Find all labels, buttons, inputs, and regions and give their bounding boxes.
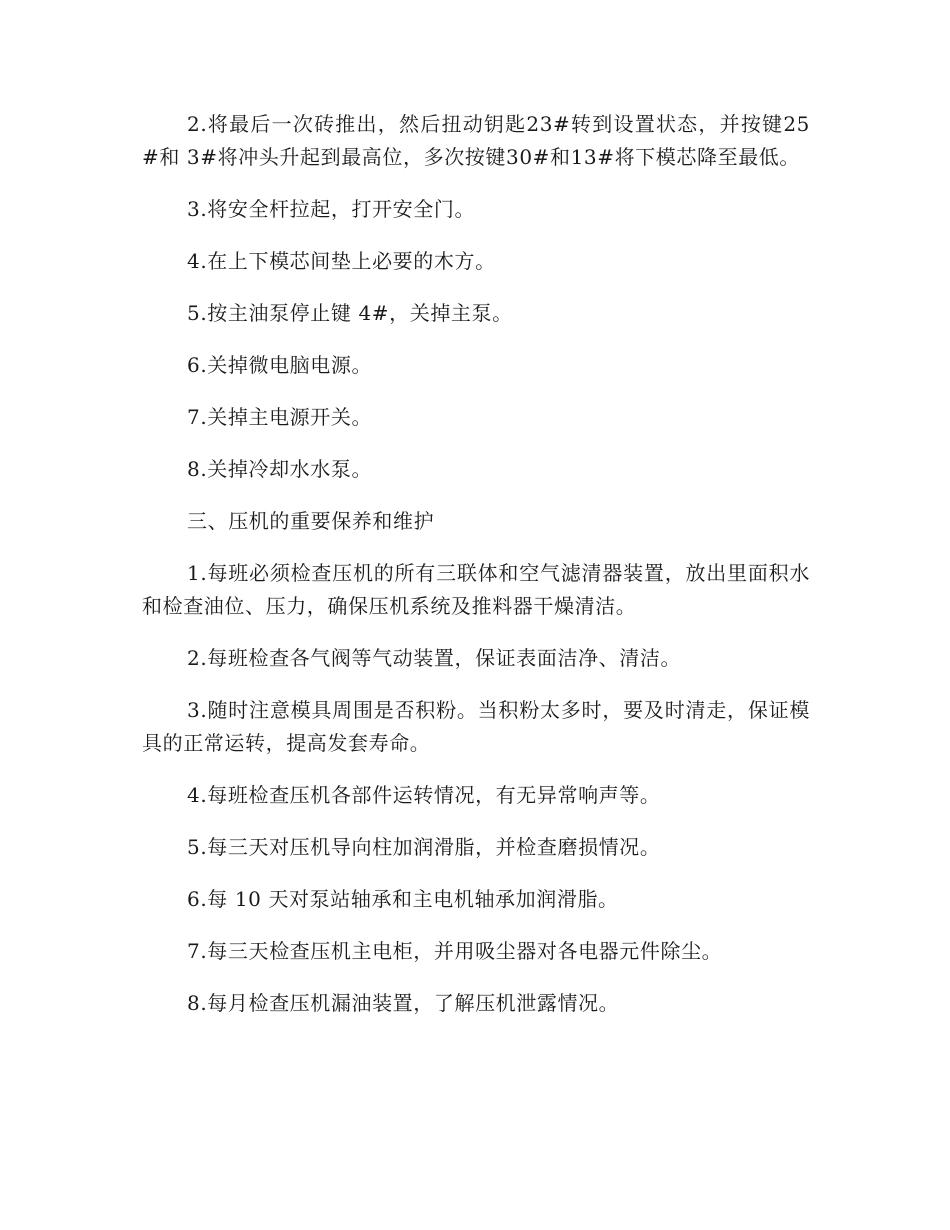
paragraph-maintenance-1: 1.每班必须检查压机的所有三联体和空气滤清器装置，放出里面积水和检查油位、压力，确保压机系统及推料器干燥清洁。 (142, 561, 810, 618)
paragraph-maintenance-8: 8.每月检查压机漏油装置，了解压机泄露情况。 (187, 991, 620, 1015)
paragraph-step-6: 6.关掉微电脑电源。 (187, 353, 373, 377)
paragraph-step-5: 5.按主油泵停止键 4#，关掉主泵。 (187, 301, 513, 325)
paragraph-step-4: 4.在上下模芯间垫上必要的木方。 (187, 249, 496, 273)
paragraph-step-3: 3.将安全杆拉起，打开安全门。 (187, 197, 476, 221)
paragraph-maintenance-3: 3.随时注意模具周围是否积粉。当积粉太多时，要及时清走，保证模具的正常运转，提高发套寿命。 (142, 698, 810, 755)
paragraph-step-7: 7.关掉主电源开关。 (187, 405, 373, 429)
paragraph-step-2: 2.将最后一次砖推出，然后扭动钥匙23#转到设置状态，并按键25#和 3#将冲头升起到最高位，多次按键30#和13#将下模芯降至最低。 (142, 112, 810, 169)
section-heading-maintenance: 三、压机的重要保养和维护 (187, 509, 435, 533)
paragraph-step-8: 8.关掉冷却水水泵。 (187, 457, 373, 481)
document-body (142, 108, 810, 1039)
paragraph-maintenance-5: 5.每三天对压机导向柱加润滑脂，并检查磨损情况。 (187, 835, 661, 859)
paragraph-maintenance-7: 7.每三天检查压机主电柜，并用吸尘器对各电器元件除尘。 (187, 939, 723, 963)
paragraph-maintenance-4: 4.每班检查压机各部件运转情况，有无异常响声等。 (187, 783, 661, 807)
paragraph-maintenance-2: 2.每班检查各气阀等气动装置，保证表面洁净、清洁。 (187, 646, 682, 670)
paragraph-maintenance-6: 6.每 10 天对泵站轴承和主电机轴承加润滑脂。 (187, 887, 619, 911)
